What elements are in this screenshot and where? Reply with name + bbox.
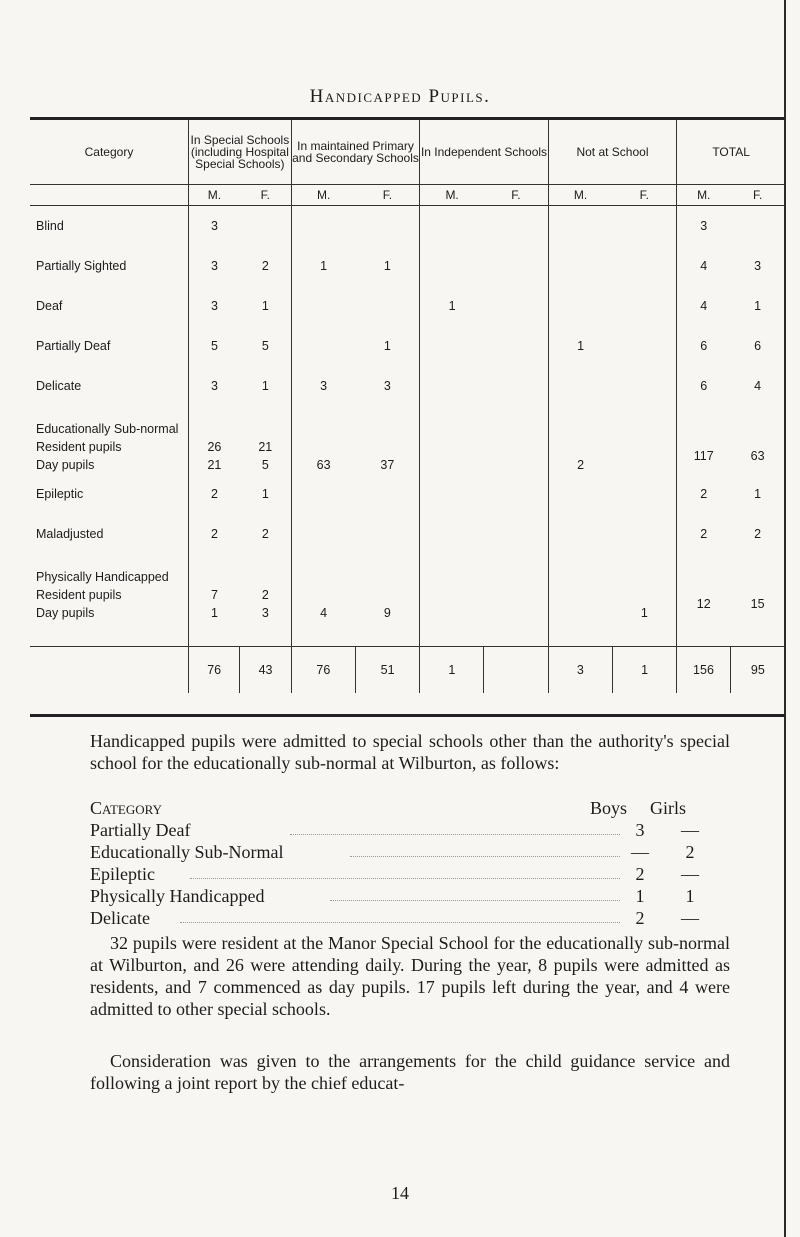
totals-row [30, 646, 785, 693]
mf-label: F. [356, 185, 420, 206]
cell [548, 514, 612, 554]
admission-label: Educationally Sub-Normal [90, 842, 284, 862]
cell: 3 [188, 246, 239, 286]
cell [548, 438, 612, 456]
table-row [30, 514, 785, 554]
leader-dots [350, 856, 620, 857]
mf-label: F. [484, 185, 548, 206]
cell [730, 206, 785, 247]
row-label: Blind [36, 219, 64, 233]
cell [356, 586, 420, 604]
cell: 3 [383, 379, 391, 393]
list-item [90, 886, 730, 908]
cell: 2 [677, 474, 731, 514]
admission-girls: — [681, 864, 699, 884]
row-label: Day pupils [36, 606, 95, 620]
table-row [30, 366, 785, 406]
cell: 2 [188, 514, 239, 554]
cell [484, 438, 548, 456]
admission-boys: 2 [635, 864, 645, 884]
cell: 1 [548, 326, 612, 366]
row-label: Partially Sighted [36, 259, 127, 273]
table-bottom-rule [30, 714, 785, 717]
list-item [90, 820, 730, 842]
total-cell [484, 646, 548, 693]
cell [291, 206, 355, 247]
list-item [90, 864, 730, 886]
total-cell: 43 [240, 646, 291, 693]
row-label: Partially Deaf [36, 339, 111, 353]
total-cell: 1 [612, 646, 676, 693]
page-number: 14 [391, 1183, 409, 1203]
cell: 2 [261, 588, 269, 602]
cell: 2 [548, 456, 612, 474]
cell [420, 438, 484, 456]
admission-girls: 2 [685, 842, 695, 862]
cell [484, 286, 548, 326]
cell [612, 286, 676, 326]
table-row [30, 326, 785, 366]
cell: 5 [188, 326, 239, 366]
cell [420, 246, 484, 286]
cell: 6 [677, 366, 731, 406]
cell: 4 [291, 604, 355, 622]
cell [420, 366, 484, 406]
mf-label: M. [188, 185, 239, 206]
admission-label: Physically Handicapped [90, 886, 265, 906]
admission-boys: 1 [635, 886, 645, 906]
total-cell: 1 [420, 646, 484, 693]
cell: 3 [188, 366, 239, 406]
cell: 4 [677, 246, 731, 286]
cell [612, 246, 676, 286]
table-row [30, 438, 785, 456]
cell: 9 [383, 606, 391, 620]
cell [548, 286, 612, 326]
cell [356, 474, 420, 514]
cell [291, 438, 355, 456]
cell: 26 [188, 438, 239, 456]
table-row [30, 604, 785, 622]
cell: 2 [188, 474, 239, 514]
cell: 1 [188, 604, 239, 622]
admission-boys: 3 [635, 820, 645, 840]
cell [240, 206, 291, 247]
cell [356, 438, 420, 456]
table-header-row [30, 120, 785, 185]
cell [612, 514, 676, 554]
cell: 2 [754, 527, 762, 541]
row-label: Resident pupils [36, 588, 122, 602]
cell: 2 [261, 259, 269, 273]
cell [291, 586, 355, 604]
cell [548, 206, 612, 247]
cell [420, 604, 484, 622]
mf-label: M. [677, 185, 731, 206]
handicapped-pupils-table [30, 120, 785, 693]
table-row [30, 456, 785, 474]
cell [612, 456, 676, 474]
cell [420, 456, 484, 474]
mf-label: M. [291, 185, 355, 206]
cell: 63 [750, 449, 765, 463]
cell: 21 [188, 456, 239, 474]
cell: 5 [261, 339, 269, 353]
cell: 3 [677, 206, 731, 247]
cell [420, 514, 484, 554]
cell [356, 206, 420, 247]
total-cell: 76 [291, 646, 355, 693]
cell [356, 514, 420, 554]
row-label: Educationally Sub-normal [36, 422, 179, 436]
cell: 1 [261, 487, 269, 501]
total-cell: 76 [188, 646, 239, 693]
cell [420, 206, 484, 247]
cell [484, 326, 548, 366]
table-row [30, 206, 785, 247]
row-label: Maladjusted [36, 527, 104, 541]
cell: 1 [261, 299, 269, 313]
row-label: Epileptic [36, 487, 84, 501]
cell: 12 [677, 586, 731, 622]
col-header-maintained: In maintained Primary and Secondary Schools [291, 120, 419, 185]
cell: 6 [677, 326, 731, 366]
cell [548, 246, 612, 286]
cell [484, 474, 548, 514]
table-row [30, 406, 785, 438]
total-cell: 156 [677, 646, 731, 693]
col-header-total: TOTAL [677, 120, 785, 185]
cell: 3 [754, 259, 762, 273]
cell [484, 604, 548, 622]
cell: 7 [188, 586, 239, 604]
cell: 117 [677, 438, 731, 474]
table-row [30, 554, 785, 586]
mf-header-row [30, 185, 785, 206]
col-header-special: In Special Schools (including Hospital Special Schools) [188, 120, 291, 185]
cell: 1 [754, 487, 762, 501]
cell: 2 [677, 514, 731, 554]
cell [291, 286, 355, 326]
cell [484, 246, 548, 286]
mf-label: M. [420, 185, 484, 206]
row-label: Deaf [36, 299, 63, 313]
cell: 1 [754, 299, 762, 313]
admission-label: Delicate [90, 908, 150, 928]
total-cell: 95 [730, 646, 785, 693]
col-header-not-at-school: Not at School [548, 120, 676, 185]
row-label: Day pupils [36, 458, 95, 472]
admissions-girls-header: Girls [650, 798, 686, 818]
leader-dots [290, 834, 620, 835]
cell: 3 [188, 206, 239, 247]
page-title: Handicapped Pupils. [309, 86, 491, 107]
cell: 21 [258, 440, 273, 454]
total-cell: 51 [356, 646, 420, 693]
row-label: Delicate [36, 379, 82, 393]
admission-girls: 1 [685, 886, 695, 906]
cell: 1 [383, 339, 391, 353]
paragraph-residents: 32 pupils were resident at the Manor Special School for the educationally sub-normal at Wilburton, and 26 were attending daily. During the year, 8 pupils were admitted as residents, and 7 commenced as day pupils. 17 pupils left during the year, and 4 were admitted to other special schools. [90, 933, 730, 1019]
cell [612, 366, 676, 406]
cell: 6 [754, 339, 762, 353]
mf-label: F. [730, 185, 785, 206]
mf-label: M. [548, 185, 612, 206]
leader-dots [180, 922, 620, 923]
cell: 3 [188, 286, 239, 326]
cell [612, 438, 676, 456]
leader-dots [330, 900, 620, 901]
cell: 2 [261, 527, 269, 541]
row-label: Physically Handicapped [36, 570, 169, 584]
cell: 3 [291, 366, 355, 406]
cell [548, 586, 612, 604]
cell: 5 [261, 458, 269, 472]
total-cell: 3 [548, 646, 612, 693]
cell [291, 326, 355, 366]
cell [612, 474, 676, 514]
cell [484, 456, 548, 474]
cell: 1 [640, 606, 648, 620]
col-header-category: Category [84, 145, 134, 159]
admission-boys: — [631, 842, 649, 862]
paragraph-child-guidance: Consideration was given to the arrangements for the child guidance service and following a joint report by the chief educat- [90, 1051, 730, 1093]
cell [484, 366, 548, 406]
cell [484, 586, 548, 604]
row-label: Resident pupils [36, 440, 122, 454]
cell: 1 [420, 286, 484, 326]
cell: 63 [291, 456, 355, 474]
cell: 37 [380, 458, 395, 472]
cell [548, 474, 612, 514]
mf-label: F. [612, 185, 676, 206]
list-item [90, 908, 730, 930]
admissions-category-header: Category [90, 798, 162, 818]
cell: 4 [754, 379, 762, 393]
cell [484, 206, 548, 247]
intro-paragraph: Handicapped pupils were admitted to special schools other than the authority's special school for the educationally sub-normal at Wilburton, as follows: [90, 731, 730, 773]
table-row [30, 286, 785, 326]
cell [484, 514, 548, 554]
page-edge [784, 0, 800, 1237]
admissions-boys-header: Boys [590, 798, 628, 818]
table-row [30, 246, 785, 286]
cell [291, 514, 355, 554]
table-row [30, 474, 785, 514]
table-row [30, 586, 785, 604]
cell: 1 [383, 259, 391, 273]
cell [612, 326, 676, 366]
cell [612, 586, 676, 604]
cell [420, 586, 484, 604]
admission-girls: — [681, 908, 699, 928]
cell [612, 206, 676, 247]
mf-label: F. [240, 185, 291, 206]
cell [420, 326, 484, 366]
cell: 3 [261, 606, 269, 620]
cell [548, 366, 612, 406]
cell [356, 286, 420, 326]
cell: 4 [677, 286, 731, 326]
cell: 1 [261, 379, 269, 393]
cell [548, 604, 612, 622]
cell: 15 [750, 597, 765, 611]
admission-label: Epileptic [90, 864, 155, 884]
col-header-independent: In Independent Schools [420, 120, 548, 185]
admission-girls: — [681, 820, 699, 840]
list-item [90, 842, 730, 864]
cell [291, 474, 355, 514]
leader-dots [190, 878, 620, 879]
admission-boys: 2 [635, 908, 645, 928]
cell: 1 [291, 246, 355, 286]
admission-label: Partially Deaf [90, 820, 191, 840]
cell [420, 474, 484, 514]
admissions-header [90, 798, 730, 820]
